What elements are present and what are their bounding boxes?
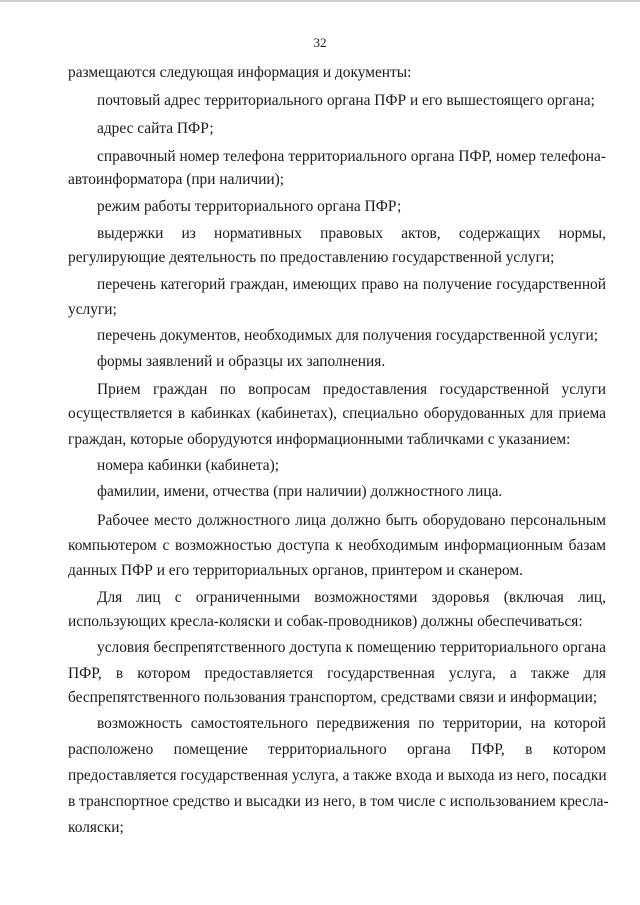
text-line: использующих кресла-коляски и собак-проводников) должны обеспечиваться:	[68, 613, 583, 630]
text-line: предоставляется государственная услуга, а также входа и выхода из него, посадки	[68, 767, 607, 784]
text-line: коляски;	[68, 819, 124, 836]
text-line: Прием граждан по вопросам предоставления государственной услуги	[97, 381, 606, 398]
text-line: режим работы территориального органа ПФР;	[97, 198, 402, 215]
text-line: номера кабинки (кабинета);	[97, 457, 280, 474]
text-line: условия беспрепятственного доступа к помещению территориального органа	[97, 639, 606, 656]
text-line: автоинформатора (при наличии);	[68, 171, 285, 188]
text-line: расположено помещение территориального органа ПФР, в котором	[68, 741, 606, 758]
text-line: фамилии, имени, отчества (при наличии) должностного лица.	[97, 483, 503, 500]
text-line: перечень документов, необходимых для получения государственной услуги;	[97, 327, 598, 344]
text-line: данных ПФР и его территориальных органов, принтером и сканером.	[68, 562, 524, 579]
text-line: перечень категорий граждан, имеющих право на получение государственной	[97, 276, 606, 293]
scan-top-edge	[0, 0, 640, 2]
text-line: адрес сайта ПФР;	[97, 120, 214, 137]
text-line: компьютером с возможностью доступа к необходимым информационным базам	[68, 537, 606, 554]
text-line: в транспортное средство и высадки из него, в том числе с использованием кресла-	[68, 793, 609, 810]
text-line: формы заявлений и образцы их заполнения.	[97, 353, 386, 370]
text-line: выдержки из нормативных правовых актов, содержащих нормы,	[97, 225, 606, 242]
text-line: справочный номер телефона территориального органа ПФР, номер телефона-	[97, 148, 606, 165]
text-line: Для лиц с ограниченными возможностями здоровья (включая лиц,	[97, 589, 606, 606]
text-line: беспрепятственного пользования транспортом, средствами связи и информации;	[68, 689, 598, 706]
text-line: осуществляется в кабинках (кабинетах), специально оборудованных для приема	[68, 405, 606, 422]
text-line: услуги;	[68, 301, 117, 318]
text-line: возможность самостоятельного передвижения по территории, на которой	[97, 715, 606, 732]
text-line: регулирующие деятельность по предоставлению государственной услуги;	[68, 249, 555, 266]
text-line: размещаются следующая информация и документы:	[68, 64, 412, 81]
text-line: граждан, которые оборудуются информационными табличками с указанием:	[68, 431, 571, 448]
text-line: почтовый адрес территориального органа ПФР и его вышестоящего органа;	[97, 92, 595, 109]
text-line: ПФР, в котором предоставляется государственная услуга, а также для	[68, 665, 606, 682]
page-number: 32	[313, 35, 327, 50]
text-line: Рабочее место должностного лица должно быть оборудовано персональным	[97, 512, 606, 529]
